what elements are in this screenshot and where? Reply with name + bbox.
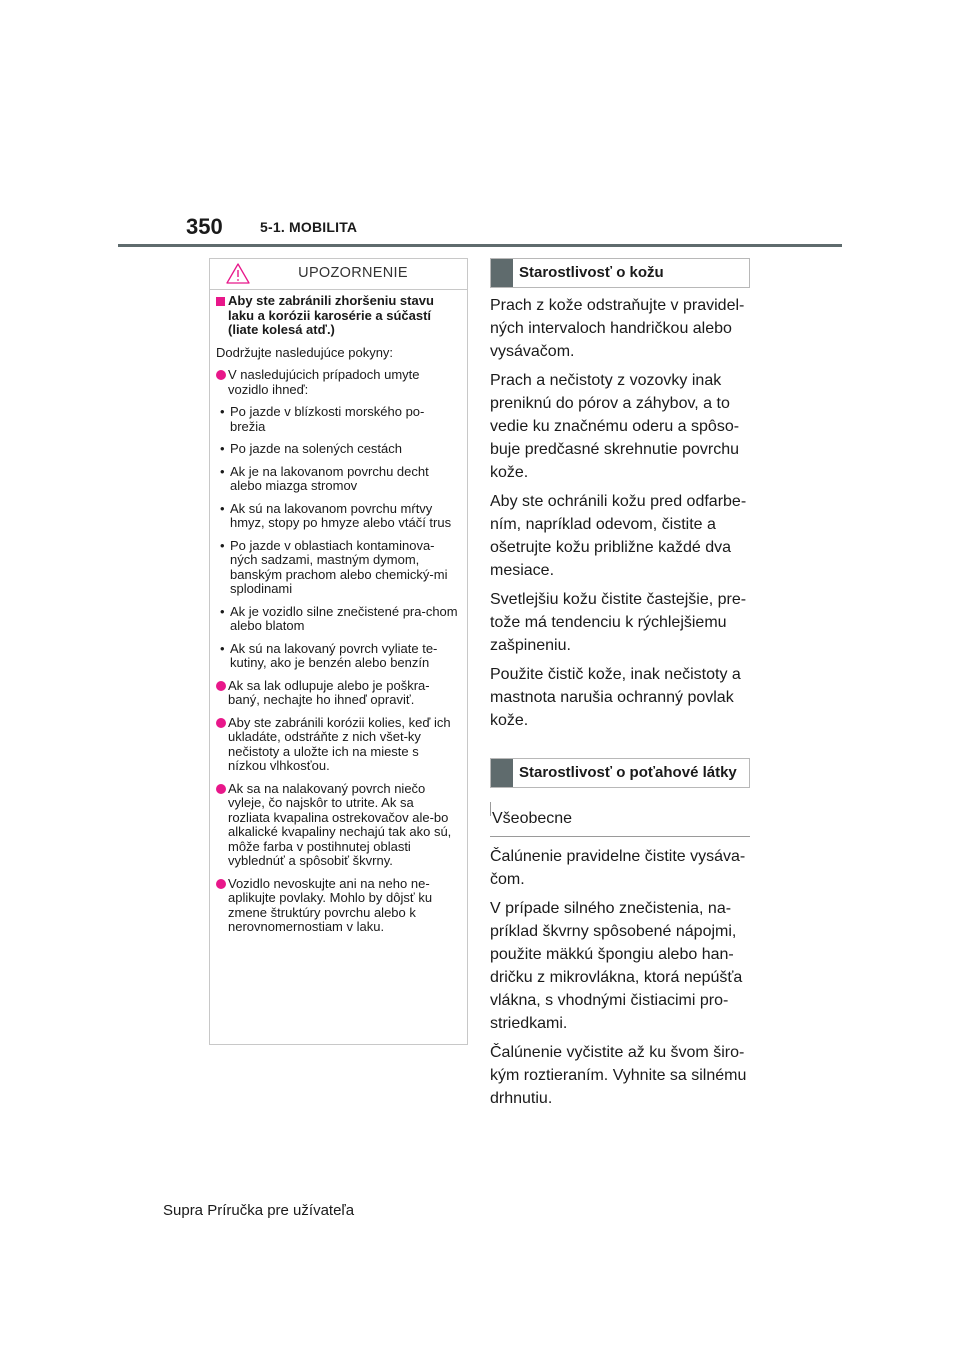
- warning-bullet-item: • Po jazde na solených cestách: [220, 441, 402, 456]
- warning-title: UPOZORNENIE: [298, 265, 408, 281]
- upholstery-paragraph: V prípade silného znečistenia, na-príklad škvrny spôsobené nápojmi, použite mäkkú špongiu alebo han-dričku z mikrovlákna, ktorá nepúšťa vlákna, s vhodnými čistiacimi pro-striedkami.: [490, 900, 743, 1032]
- footer-text: Supra Príručka pre užívateľa: [163, 1202, 355, 1219]
- leather-section-heading: Starostlivosť o kožu: [490, 258, 750, 288]
- circle-bullet-icon: [216, 370, 226, 380]
- leather-paragraph: Aby ste ochránili kožu pred odfarbe-ním, napríklad odevom, čistite a ošetrujte kožu približne každé dva mesiace.: [490, 493, 747, 579]
- warning-circle-item: Aby ste zabránili korózii kolies, keď ich ukladáte, odstráňte z nich všet-ky nečistoty a uložte ich na mieste s nízkou vlhkosťou.: [216, 716, 459, 774]
- upholstery-section-heading: Starostlivosť o poťahové látky: [490, 758, 750, 788]
- square-bullet-icon: [216, 297, 225, 306]
- circle-bullet-icon: [216, 879, 226, 889]
- warning-header: [210, 259, 467, 290]
- circle-bullet-icon: [216, 718, 226, 728]
- circle-bullet-icon: [216, 784, 226, 794]
- heading-bar: [491, 759, 513, 787]
- warning-circle-item: V nasledujúcich prípadoch umyte vozidlo ihneď:: [216, 368, 459, 397]
- section-title: 5-1. MOBILITA: [260, 219, 358, 235]
- warning-box: [209, 258, 468, 1045]
- warning-bullet-item: • Ak je vozidlo silne znečistené pra-chom alebo blatom: [220, 603, 458, 633]
- warning-heading: Aby ste zabránili zhoršeniu stavu laku a korózii karosérie a súčastí (liate kolesá atď.): [216, 294, 459, 338]
- warning-content: [210, 290, 467, 935]
- leather-paragraph: Svetlejšiu kožu čistite častejšie, pre-tože má tendenciu k rýchlejšiemu zašpineniu.: [490, 591, 747, 654]
- warning-bullet-item: • Po jazde v oblastiach kontaminova-ných sadzami, mastným dymom, banským prachom alebo chemický-mi splodinami: [220, 537, 448, 596]
- warning-intro: Dodržujte nasledujúce pokyny:: [216, 344, 394, 360]
- warning-bullet-item: • Po jazde v blízkosti morského po-brežia: [220, 404, 425, 434]
- warning-circle-item: Vozidlo nevoskujte ani na neho ne-aplikujte povlaky. Mohlo by dôjsť ku zmene štruktúry povrchu alebo k nerovnomernostiam v laku.: [216, 877, 459, 935]
- header-rule: [118, 244, 842, 247]
- leather-paragraph: Prach a nečistoty z vozovky inak preniknú do pórov a záhybov, a to vedie ku značnému oderu a spôso-buje predčasné skrehnutie povrchu kože.: [490, 372, 740, 481]
- upholstery-paragraph: Čalúnenie vyčistite až ku švom širo-kým roztieraním. Vyhnite sa silnému drhnutiu.: [490, 1044, 747, 1107]
- warning-circle-item: Ak sa na nalakovaný povrch niečo vyleje, čo najskôr to utrite. Ak sa rozliata kvapalina ostrekovačov ale-bo alkalické kvapaliny nechajú tak ako sú, môže farba v postihnutej oblasti vyblednúť a spôsobiť škvrny.: [216, 782, 459, 869]
- right-column: [490, 258, 750, 1110]
- upholstery-subheading: Všeobecne: [490, 802, 750, 837]
- warning-triangle-icon: [226, 263, 250, 289]
- warning-bullet-item: • Ak sú na lakovaný povrch vyliate te-kutiny, ako je benzén alebo benzín: [220, 640, 438, 670]
- warning-bullet-item: • Ak sú na lakovanom povrchu mŕtvy hmyz, stopy po hmyze alebo vtáčí trus: [220, 500, 452, 530]
- leather-paragraph: Prach z kože odstraňujte v pravidel-ných intervaloch handričkou alebo vysávačom.: [490, 297, 745, 360]
- heading-bar: [491, 259, 513, 287]
- warning-circle-item: Ak sa lak odlupuje alebo je poškra-baný, nechajte ho ihneď opraviť.: [216, 679, 459, 708]
- warning-bullet-item: • Ak je na lakovanom povrchu decht alebo miazga stromov: [220, 463, 429, 493]
- circle-bullet-icon: [216, 681, 226, 691]
- page-number: 350: [186, 214, 223, 239]
- upholstery-paragraph: Čalúnenie pravidelne čistite vysáva-čom.: [490, 848, 746, 888]
- leather-paragraph: Použite čistič kože, inak nečistoty a mastnota narušia ochranný povlak kože.: [490, 666, 741, 729]
